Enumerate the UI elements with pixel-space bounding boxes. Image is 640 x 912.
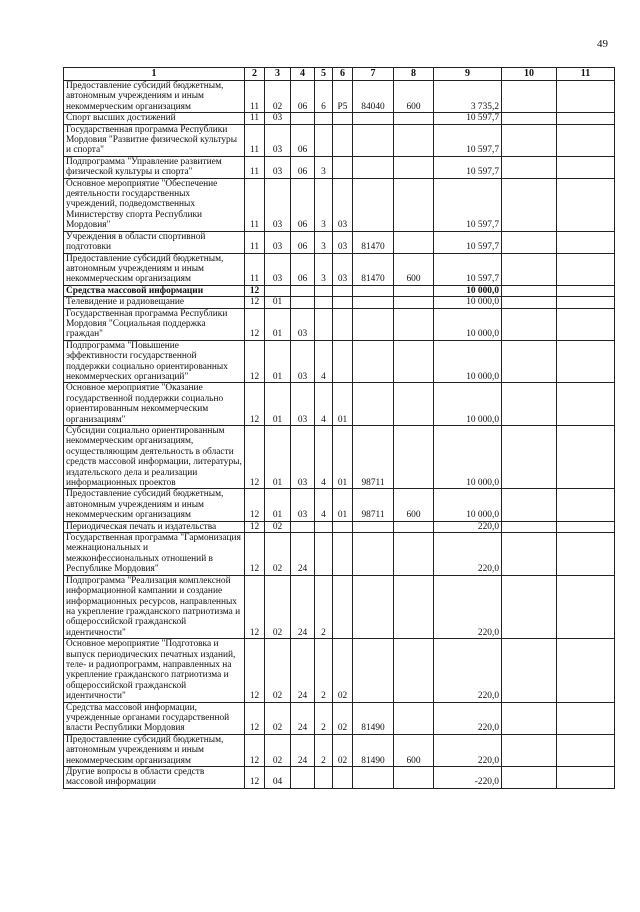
section-code-cell: 12 <box>245 426 265 489</box>
subprogram-code-cell: 3 <box>315 231 333 253</box>
subprogram-code-cell: 3 <box>315 156 333 178</box>
direction-code-cell <box>353 767 394 789</box>
column-header: 1 <box>64 68 245 81</box>
program-code-cell: 24 <box>291 575 315 638</box>
empty-cell-11 <box>557 426 615 489</box>
program-code-cell: 06 <box>291 178 315 231</box>
amount-cell: 10 597,7 <box>434 178 502 231</box>
empty-cell-11 <box>557 285 615 296</box>
row-name-cell: Периодическая печать и издательства <box>64 521 245 532</box>
empty-cell-10 <box>502 308 557 340</box>
column-header: 8 <box>394 68 434 81</box>
event-code-cell <box>333 285 353 296</box>
event-code-cell: Р5 <box>333 81 353 113</box>
row-name-cell: Государственная программа Республики Мордовия "Развитие физической культуры и спорта" <box>64 124 245 156</box>
subprogram-code-cell: 4 <box>315 426 333 489</box>
event-code-cell: 01 <box>333 383 353 426</box>
section-code-cell: 12 <box>245 308 265 340</box>
section-code-cell: 12 <box>245 575 265 638</box>
subsection-code-cell: 03 <box>265 113 291 124</box>
empty-cell-11 <box>557 178 615 231</box>
expense-type-cell <box>394 113 434 124</box>
direction-code-cell <box>353 113 394 124</box>
program-code-cell: 06 <box>291 81 315 113</box>
event-code-cell: 01 <box>333 489 353 521</box>
page-number: 49 <box>597 38 608 50</box>
direction-code-cell <box>353 124 394 156</box>
subsection-code-cell: 02 <box>265 575 291 638</box>
program-code-cell: 03 <box>291 489 315 521</box>
row-name-cell: Телевидение и радиовещание <box>64 297 245 308</box>
direction-code-cell: 98711 <box>353 489 394 521</box>
empty-cell-10 <box>502 156 557 178</box>
row-name-cell: Основное мероприятие "Подготовка и выпуск периодических печатных изданий, теле- и радиопрограмм, направленных на укрепление гражданского патриотизма и общероссийской гражданской идентичности" <box>64 639 245 702</box>
subsection-code-cell: 04 <box>265 767 291 789</box>
empty-cell-10 <box>502 285 557 296</box>
program-code-cell <box>291 285 315 296</box>
event-code-cell <box>333 521 353 532</box>
direction-code-cell: 81490 <box>353 702 394 734</box>
expense-type-cell <box>394 297 434 308</box>
row-name-cell: Предоставление субсидий бюджетным, автономным учреждениям и иным некоммерческим организациям <box>64 734 245 766</box>
empty-cell-10 <box>502 297 557 308</box>
table-row <box>64 734 615 766</box>
column-header: 11 <box>557 68 615 81</box>
direction-code-cell <box>353 575 394 638</box>
program-code-cell: 24 <box>291 702 315 734</box>
amount-cell: 220,0 <box>434 533 502 576</box>
expense-type-cell <box>394 767 434 789</box>
direction-code-cell <box>353 340 394 383</box>
section-code-cell: 11 <box>245 124 265 156</box>
empty-cell-10 <box>502 81 557 113</box>
row-name-cell: Средства массовой информации <box>64 285 245 296</box>
empty-cell-11 <box>557 383 615 426</box>
amount-cell: 3 735,2 <box>434 81 502 113</box>
row-name-cell: Учреждения в области спортивной подготовки <box>64 231 245 253</box>
empty-cell-11 <box>557 521 615 532</box>
expense-type-cell <box>394 308 434 340</box>
direction-code-cell <box>353 297 394 308</box>
expense-type-cell <box>394 178 434 231</box>
program-code-cell: 06 <box>291 156 315 178</box>
event-code-cell <box>333 124 353 156</box>
amount-cell: 10 000,0 <box>434 340 502 383</box>
empty-cell-10 <box>502 340 557 383</box>
expense-type-cell: 600 <box>394 81 434 113</box>
section-code-cell: 12 <box>245 734 265 766</box>
column-header: 9 <box>434 68 502 81</box>
empty-cell-10 <box>502 124 557 156</box>
table-row <box>64 231 615 253</box>
empty-cell-10 <box>502 383 557 426</box>
subprogram-code-cell <box>315 297 333 308</box>
subprogram-code-cell: 2 <box>315 702 333 734</box>
section-code-cell: 12 <box>245 383 265 426</box>
section-code-cell: 11 <box>245 81 265 113</box>
subprogram-code-cell <box>315 308 333 340</box>
expense-type-cell: 600 <box>394 734 434 766</box>
row-name-cell: Предоставление субсидий бюджетным, автономным учреждениям и иным некоммерческим организациям <box>64 489 245 521</box>
empty-cell-10 <box>502 575 557 638</box>
event-code-cell <box>333 340 353 383</box>
amount-cell: 10 597,7 <box>434 124 502 156</box>
empty-cell-11 <box>557 702 615 734</box>
direction-code-cell <box>353 639 394 702</box>
row-name-cell: Подпрограмма "Управление развитием физической культуры и спорта" <box>64 156 245 178</box>
direction-code-cell <box>353 521 394 532</box>
section-code-cell: 11 <box>245 253 265 285</box>
table-row <box>64 253 615 285</box>
column-header: 5 <box>315 68 333 81</box>
program-code-cell: 24 <box>291 533 315 576</box>
subsection-code-cell: 03 <box>265 124 291 156</box>
section-code-cell: 12 <box>245 639 265 702</box>
amount-cell: 10 000,0 <box>434 297 502 308</box>
subprogram-code-cell <box>315 113 333 124</box>
table-row <box>64 383 615 426</box>
empty-cell-11 <box>557 489 615 521</box>
amount-cell: -220,0 <box>434 767 502 789</box>
amount-cell: 10 597,7 <box>434 231 502 253</box>
event-code-cell: 02 <box>333 702 353 734</box>
subsection-code-cell: 03 <box>265 253 291 285</box>
subprogram-code-cell: 2 <box>315 734 333 766</box>
expense-type-cell <box>394 124 434 156</box>
amount-cell: 220,0 <box>434 702 502 734</box>
section-code-cell: 11 <box>245 231 265 253</box>
subprogram-code-cell <box>315 521 333 532</box>
empty-cell-11 <box>557 113 615 124</box>
subsection-code-cell: 02 <box>265 533 291 576</box>
table-row <box>64 297 615 308</box>
amount-cell: 10 597,7 <box>434 156 502 178</box>
empty-cell-11 <box>557 533 615 576</box>
section-code-cell: 12 <box>245 767 265 789</box>
subprogram-code-cell: 3 <box>315 178 333 231</box>
direction-code-cell: 81490 <box>353 734 394 766</box>
table-row <box>64 489 615 521</box>
amount-cell: 220,0 <box>434 521 502 532</box>
subsection-code-cell: 02 <box>265 734 291 766</box>
subsection-code-cell: 02 <box>265 702 291 734</box>
empty-cell-11 <box>557 231 615 253</box>
table-row <box>64 124 615 156</box>
expense-type-cell: 600 <box>394 253 434 285</box>
row-name-cell: Подпрограмма "Реализация комплексной информационной кампании и создание информационных ресурсов, направленных на укрепление гражданского патриотизма и общероссийской гражданской идентичности" <box>64 575 245 638</box>
subsection-code-cell: 03 <box>265 231 291 253</box>
empty-cell-10 <box>502 178 557 231</box>
subsection-code-cell: 01 <box>265 308 291 340</box>
direction-code-cell <box>353 308 394 340</box>
empty-cell-10 <box>502 767 557 789</box>
expense-type-cell <box>394 340 434 383</box>
subprogram-code-cell <box>315 533 333 576</box>
empty-cell-11 <box>557 340 615 383</box>
direction-code-cell: 81470 <box>353 253 394 285</box>
amount-cell: 10 000,0 <box>434 308 502 340</box>
subsection-code-cell: 01 <box>265 426 291 489</box>
section-code-cell: 12 <box>245 489 265 521</box>
subprogram-code-cell: 2 <box>315 639 333 702</box>
table-row <box>64 308 615 340</box>
program-code-cell: 24 <box>291 639 315 702</box>
subprogram-code-cell: 3 <box>315 253 333 285</box>
event-code-cell: 03 <box>333 253 353 285</box>
subsection-code-cell: 03 <box>265 178 291 231</box>
subprogram-code-cell: 4 <box>315 340 333 383</box>
program-code-cell: 03 <box>291 426 315 489</box>
column-header: 3 <box>265 68 291 81</box>
subprogram-code-cell: 2 <box>315 575 333 638</box>
empty-cell-11 <box>557 81 615 113</box>
expense-type-cell <box>394 156 434 178</box>
table-row <box>64 340 615 383</box>
event-code-cell <box>333 113 353 124</box>
row-name-cell: Спорт высших достижений <box>64 113 245 124</box>
section-code-cell: 12 <box>245 702 265 734</box>
table-row <box>64 521 615 532</box>
table-row <box>64 533 615 576</box>
direction-code-cell <box>353 178 394 231</box>
direction-code-cell <box>353 285 394 296</box>
event-code-cell <box>333 297 353 308</box>
subsection-code-cell: 02 <box>265 639 291 702</box>
program-code-cell: 06 <box>291 253 315 285</box>
expense-type-cell <box>394 702 434 734</box>
amount-cell: 10 597,7 <box>434 113 502 124</box>
row-name-cell: Другие вопросы в области средств массовой информации <box>64 767 245 789</box>
empty-cell-11 <box>557 575 615 638</box>
table-row <box>64 426 615 489</box>
column-header: 10 <box>502 68 557 81</box>
event-code-cell <box>333 156 353 178</box>
amount-cell: 220,0 <box>434 639 502 702</box>
amount-cell: 10 000,0 <box>434 285 502 296</box>
direction-code-cell <box>353 156 394 178</box>
table-row <box>64 767 615 789</box>
subsection-code-cell: 01 <box>265 383 291 426</box>
budget-table <box>63 67 615 789</box>
column-header: 2 <box>245 68 265 81</box>
empty-cell-11 <box>557 297 615 308</box>
row-name-cell: Государственная программа Республики Мордовия "Социальная поддержка граждан" <box>64 308 245 340</box>
table-header-row <box>64 68 615 81</box>
empty-cell-10 <box>502 639 557 702</box>
subsection-code-cell: 01 <box>265 489 291 521</box>
column-header: 4 <box>291 68 315 81</box>
program-code-cell: 03 <box>291 308 315 340</box>
subsection-code-cell <box>265 285 291 296</box>
empty-cell-11 <box>557 156 615 178</box>
event-code-cell: 03 <box>333 178 353 231</box>
row-name-cell: Средства массовой информации, учрежденные органами государственной власти Республики Мордовия <box>64 702 245 734</box>
empty-cell-10 <box>502 702 557 734</box>
row-name-cell: Подпрограмма "Повышение эффективности государственной поддержки социально ориентированных некоммерческих организаций" <box>64 340 245 383</box>
empty-cell-10 <box>502 113 557 124</box>
program-code-cell <box>291 521 315 532</box>
expense-type-cell <box>394 639 434 702</box>
expense-type-cell <box>394 521 434 532</box>
direction-code-cell: 81470 <box>353 231 394 253</box>
table-row <box>64 575 615 638</box>
event-code-cell <box>333 308 353 340</box>
program-code-cell: 03 <box>291 340 315 383</box>
subprogram-code-cell <box>315 767 333 789</box>
table-row <box>64 178 615 231</box>
amount-cell: 10 000,0 <box>434 426 502 489</box>
event-code-cell: 02 <box>333 639 353 702</box>
subprogram-code-cell <box>315 285 333 296</box>
subprogram-code-cell: 4 <box>315 383 333 426</box>
event-code-cell <box>333 533 353 576</box>
section-code-cell: 12 <box>245 285 265 296</box>
empty-cell-10 <box>502 489 557 521</box>
direction-code-cell: 98711 <box>353 426 394 489</box>
event-code-cell <box>333 575 353 638</box>
expense-type-cell <box>394 285 434 296</box>
row-name-cell: Основное мероприятие "Обеспечение деятельности государственных учреждений, подведомственных Министерству спорта Республики Мордовия" <box>64 178 245 231</box>
amount-cell: 220,0 <box>434 734 502 766</box>
subprogram-code-cell: 6 <box>315 81 333 113</box>
amount-cell: 10 000,0 <box>434 489 502 521</box>
table-row <box>64 81 615 113</box>
row-name-cell: Предоставление субсидий бюджетным, автономным учреждениям и иным некоммерческим организациям <box>64 81 245 113</box>
empty-cell-11 <box>557 767 615 789</box>
event-code-cell <box>333 767 353 789</box>
direction-code-cell <box>353 533 394 576</box>
column-header: 6 <box>333 68 353 81</box>
expense-type-cell <box>394 231 434 253</box>
subsection-code-cell: 01 <box>265 297 291 308</box>
amount-cell: 10 597,7 <box>434 253 502 285</box>
empty-cell-11 <box>557 734 615 766</box>
amount-cell: 220,0 <box>434 575 502 638</box>
empty-cell-11 <box>557 308 615 340</box>
table-row <box>64 639 615 702</box>
program-code-cell: 06 <box>291 231 315 253</box>
program-code-cell <box>291 297 315 308</box>
empty-cell-10 <box>502 734 557 766</box>
table-row <box>64 285 615 296</box>
section-code-cell: 12 <box>245 521 265 532</box>
table-row <box>64 156 615 178</box>
expense-type-cell <box>394 426 434 489</box>
section-code-cell: 11 <box>245 113 265 124</box>
table-row <box>64 113 615 124</box>
direction-code-cell: 84040 <box>353 81 394 113</box>
subsection-code-cell: 02 <box>265 521 291 532</box>
program-code-cell <box>291 767 315 789</box>
column-header: 7 <box>353 68 394 81</box>
empty-cell-10 <box>502 253 557 285</box>
empty-cell-10 <box>502 426 557 489</box>
expense-type-cell <box>394 575 434 638</box>
direction-code-cell <box>353 383 394 426</box>
empty-cell-11 <box>557 639 615 702</box>
program-code-cell <box>291 113 315 124</box>
expense-type-cell <box>394 533 434 576</box>
row-name-cell: Предоставление субсидий бюджетным, автономным учреждениям и иным некоммерческим организациям <box>64 253 245 285</box>
subprogram-code-cell: 4 <box>315 489 333 521</box>
empty-cell-11 <box>557 253 615 285</box>
empty-cell-10 <box>502 521 557 532</box>
row-name-cell: Государственная программа "Гармонизация межнациональных и межконфессиональных отношений в Республике Мордовия" <box>64 533 245 576</box>
expense-type-cell: 600 <box>394 489 434 521</box>
program-code-cell: 03 <box>291 383 315 426</box>
event-code-cell: 03 <box>333 231 353 253</box>
section-code-cell: 12 <box>245 297 265 308</box>
program-code-cell: 06 <box>291 124 315 156</box>
subsection-code-cell: 02 <box>265 81 291 113</box>
expense-type-cell <box>394 383 434 426</box>
section-code-cell: 12 <box>245 340 265 383</box>
table-row <box>64 702 615 734</box>
empty-cell-10 <box>502 231 557 253</box>
section-code-cell: 11 <box>245 156 265 178</box>
section-code-cell: 11 <box>245 178 265 231</box>
row-name-cell: Субсидии социально ориентированным некоммерческим организациям, осуществляющим деятельность в области средств массовой информации, литературы, издательского дела и реализации информационных проектов <box>64 426 245 489</box>
subprogram-code-cell <box>315 124 333 156</box>
subsection-code-cell: 01 <box>265 340 291 383</box>
subsection-code-cell: 03 <box>265 156 291 178</box>
empty-cell-11 <box>557 124 615 156</box>
event-code-cell: 02 <box>333 734 353 766</box>
program-code-cell: 24 <box>291 734 315 766</box>
section-code-cell: 12 <box>245 533 265 576</box>
event-code-cell: 01 <box>333 426 353 489</box>
empty-cell-10 <box>502 533 557 576</box>
amount-cell: 10 000,0 <box>434 383 502 426</box>
row-name-cell: Основное мероприятие "Оказание государственной поддержки социально ориентированным некоммерческим организациям" <box>64 383 245 426</box>
